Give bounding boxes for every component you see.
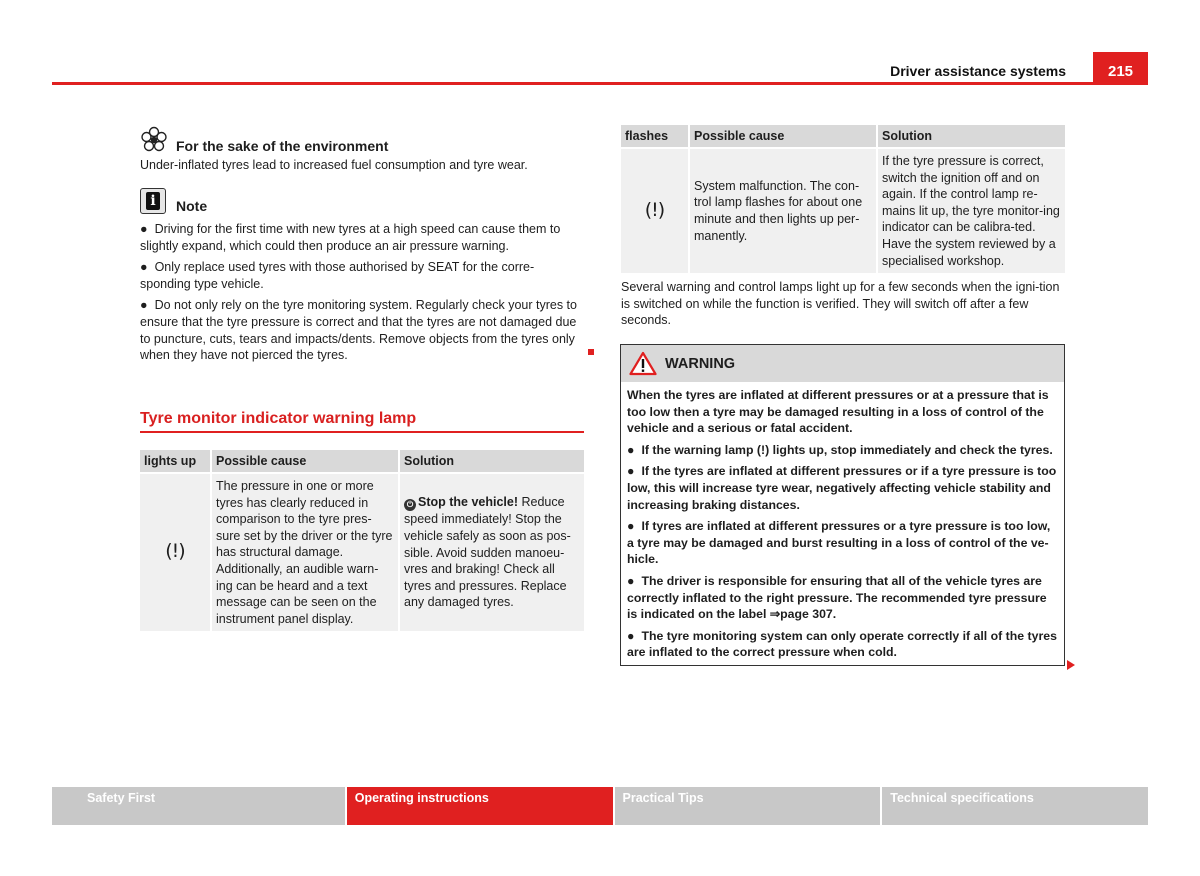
table-header: lights up (140, 450, 211, 473)
footer-tab-technical-specifications[interactable]: Technical specifications (882, 787, 1148, 825)
table-row (621, 148, 1065, 273)
note-bullet: ● Do not only rely on the tyre monitoring system. Regularly check your tyres to ensure that the tyre pressure is correct and that the tyres are not damaged due to puncture, cuts, tears and impacts/dents. Remove objects from the tyres only when they have not pierced the tyres. (140, 298, 577, 363)
warning-body (621, 382, 1064, 665)
warning-bullet: ● If the warning lamp (!) lights up, stop immediately and check the tyres. (627, 442, 1053, 457)
note-bullets (140, 221, 584, 369)
info-paragraph: Several warning and control lamps light up for a few seconds when the igni-tion is switched on while the function is verified. They will switch off after a few seconds. (621, 280, 1060, 328)
environment-body: Under-inflated tyres lead to increased fuel consumption and tyre wear. (140, 158, 528, 172)
warning-title: WARNING (665, 355, 736, 372)
table-header: Possible cause (689, 125, 877, 148)
table-header-row (140, 450, 584, 473)
cause-cell: System malfunction. The con-trol lamp flashes for about one minute and then lights up per-manently. (689, 148, 877, 273)
table-header: Solution (877, 125, 1065, 148)
note-bullet: ● Driving for the first time with new tyres at a high speed can cause them to slightly expand, which could then produce an air pressure warning. (140, 222, 561, 253)
warning-triangle-icon (629, 351, 657, 376)
tyre-pressure-icon: (!) (165, 540, 185, 563)
lamp-cell (621, 148, 689, 273)
table-row (140, 473, 584, 631)
warning-bullet: ● The driver is responsible for ensuring that all of the vehicle tyres are correctly inflated to the right pressure. The recommended tyre pressure is indicated on the label ⇒page 307. (627, 573, 1047, 622)
note-heading (140, 188, 584, 214)
footer-tab-safety-first[interactable]: Safety First (52, 787, 345, 825)
header-rule (52, 82, 1148, 85)
warning-bullet: ● If the tyres are inflated at different pressures or if a tyre pressure is too low, this will increase tyre wear, negatively affecting vehicle stability and increasing braking distances. (627, 464, 1057, 512)
section-heading: Tyre monitor indicator warning lamp (140, 410, 584, 433)
lights-up-table (140, 450, 584, 631)
section-title: Driver assistance systems (890, 63, 1066, 79)
end-marker (588, 349, 594, 355)
cause-cell: The pressure in one or more tyres has clearly reduced in comparison to the tyre pres-sure set by the driver or the tyre has structural damage. Additionally, an audible warn-ing can be heard and a text message can be seen on the instrument panel display. (211, 473, 399, 631)
environment-heading-text: For the sake of the environment (176, 138, 389, 154)
solution-cell: ⏻ Stop the vehicle! Reduce speed immediately! Stop the vehicle safely as soon as pos-sible. Avoid sudden manoeu-vres and braking! Check all tyres and pressures. Replace any damaged tyres. (399, 473, 584, 631)
warning-bullet: ● If tyres are inflated at different pressures or a tyre pressure is too low, a tyre may be damaged and burst resulting in a loss of control of the ve-hicle. (627, 519, 1051, 567)
lamp-cell (140, 473, 211, 631)
environment-heading (140, 126, 584, 154)
tyre-pressure-icon: (!) (644, 198, 665, 221)
page-number: 215 (1093, 52, 1148, 85)
solution-cell: If the tyre pressure is correct, switch the ignition off and on again. If the control lamp re-mains lit up, the tyre monitor-ing indicator can be calibra-ted. Have the system reviewed by a specialised workshop. (877, 148, 1065, 273)
note-bullet: ● Only replace used tyres with those authorised by SEAT for the corre-sponding type vehicle. (140, 260, 535, 291)
table-header: flashes (621, 125, 689, 148)
table-header-row (621, 125, 1065, 148)
flashes-table (621, 125, 1065, 273)
warning-bullet: ● The tyre monitoring system can only operate correctly if all of the tyres are inflated to the correct pressure when cold. (627, 628, 1057, 660)
warning-header (621, 345, 1064, 382)
footer-tab-operating-instructions[interactable]: Operating instructions (347, 787, 613, 825)
flower-icon (140, 126, 168, 154)
warning-intro: When the tyres are inflated at different pressures or at a pressure that is too low then a tyre may be damaged resulting in a loss of control of the vehicle and a serious or fatal accident. (627, 388, 1049, 436)
footer-nav (52, 787, 1148, 825)
table-header: Solution (399, 450, 584, 473)
note-heading-text: Note (176, 198, 208, 214)
stop-icon: ⏻ (404, 499, 416, 511)
info-icon: i (140, 188, 166, 214)
continue-arrow-icon (1067, 660, 1075, 670)
table-header: Possible cause (211, 450, 399, 473)
warning-box (620, 344, 1065, 666)
footer-tab-practical-tips[interactable]: Practical Tips (615, 787, 881, 825)
